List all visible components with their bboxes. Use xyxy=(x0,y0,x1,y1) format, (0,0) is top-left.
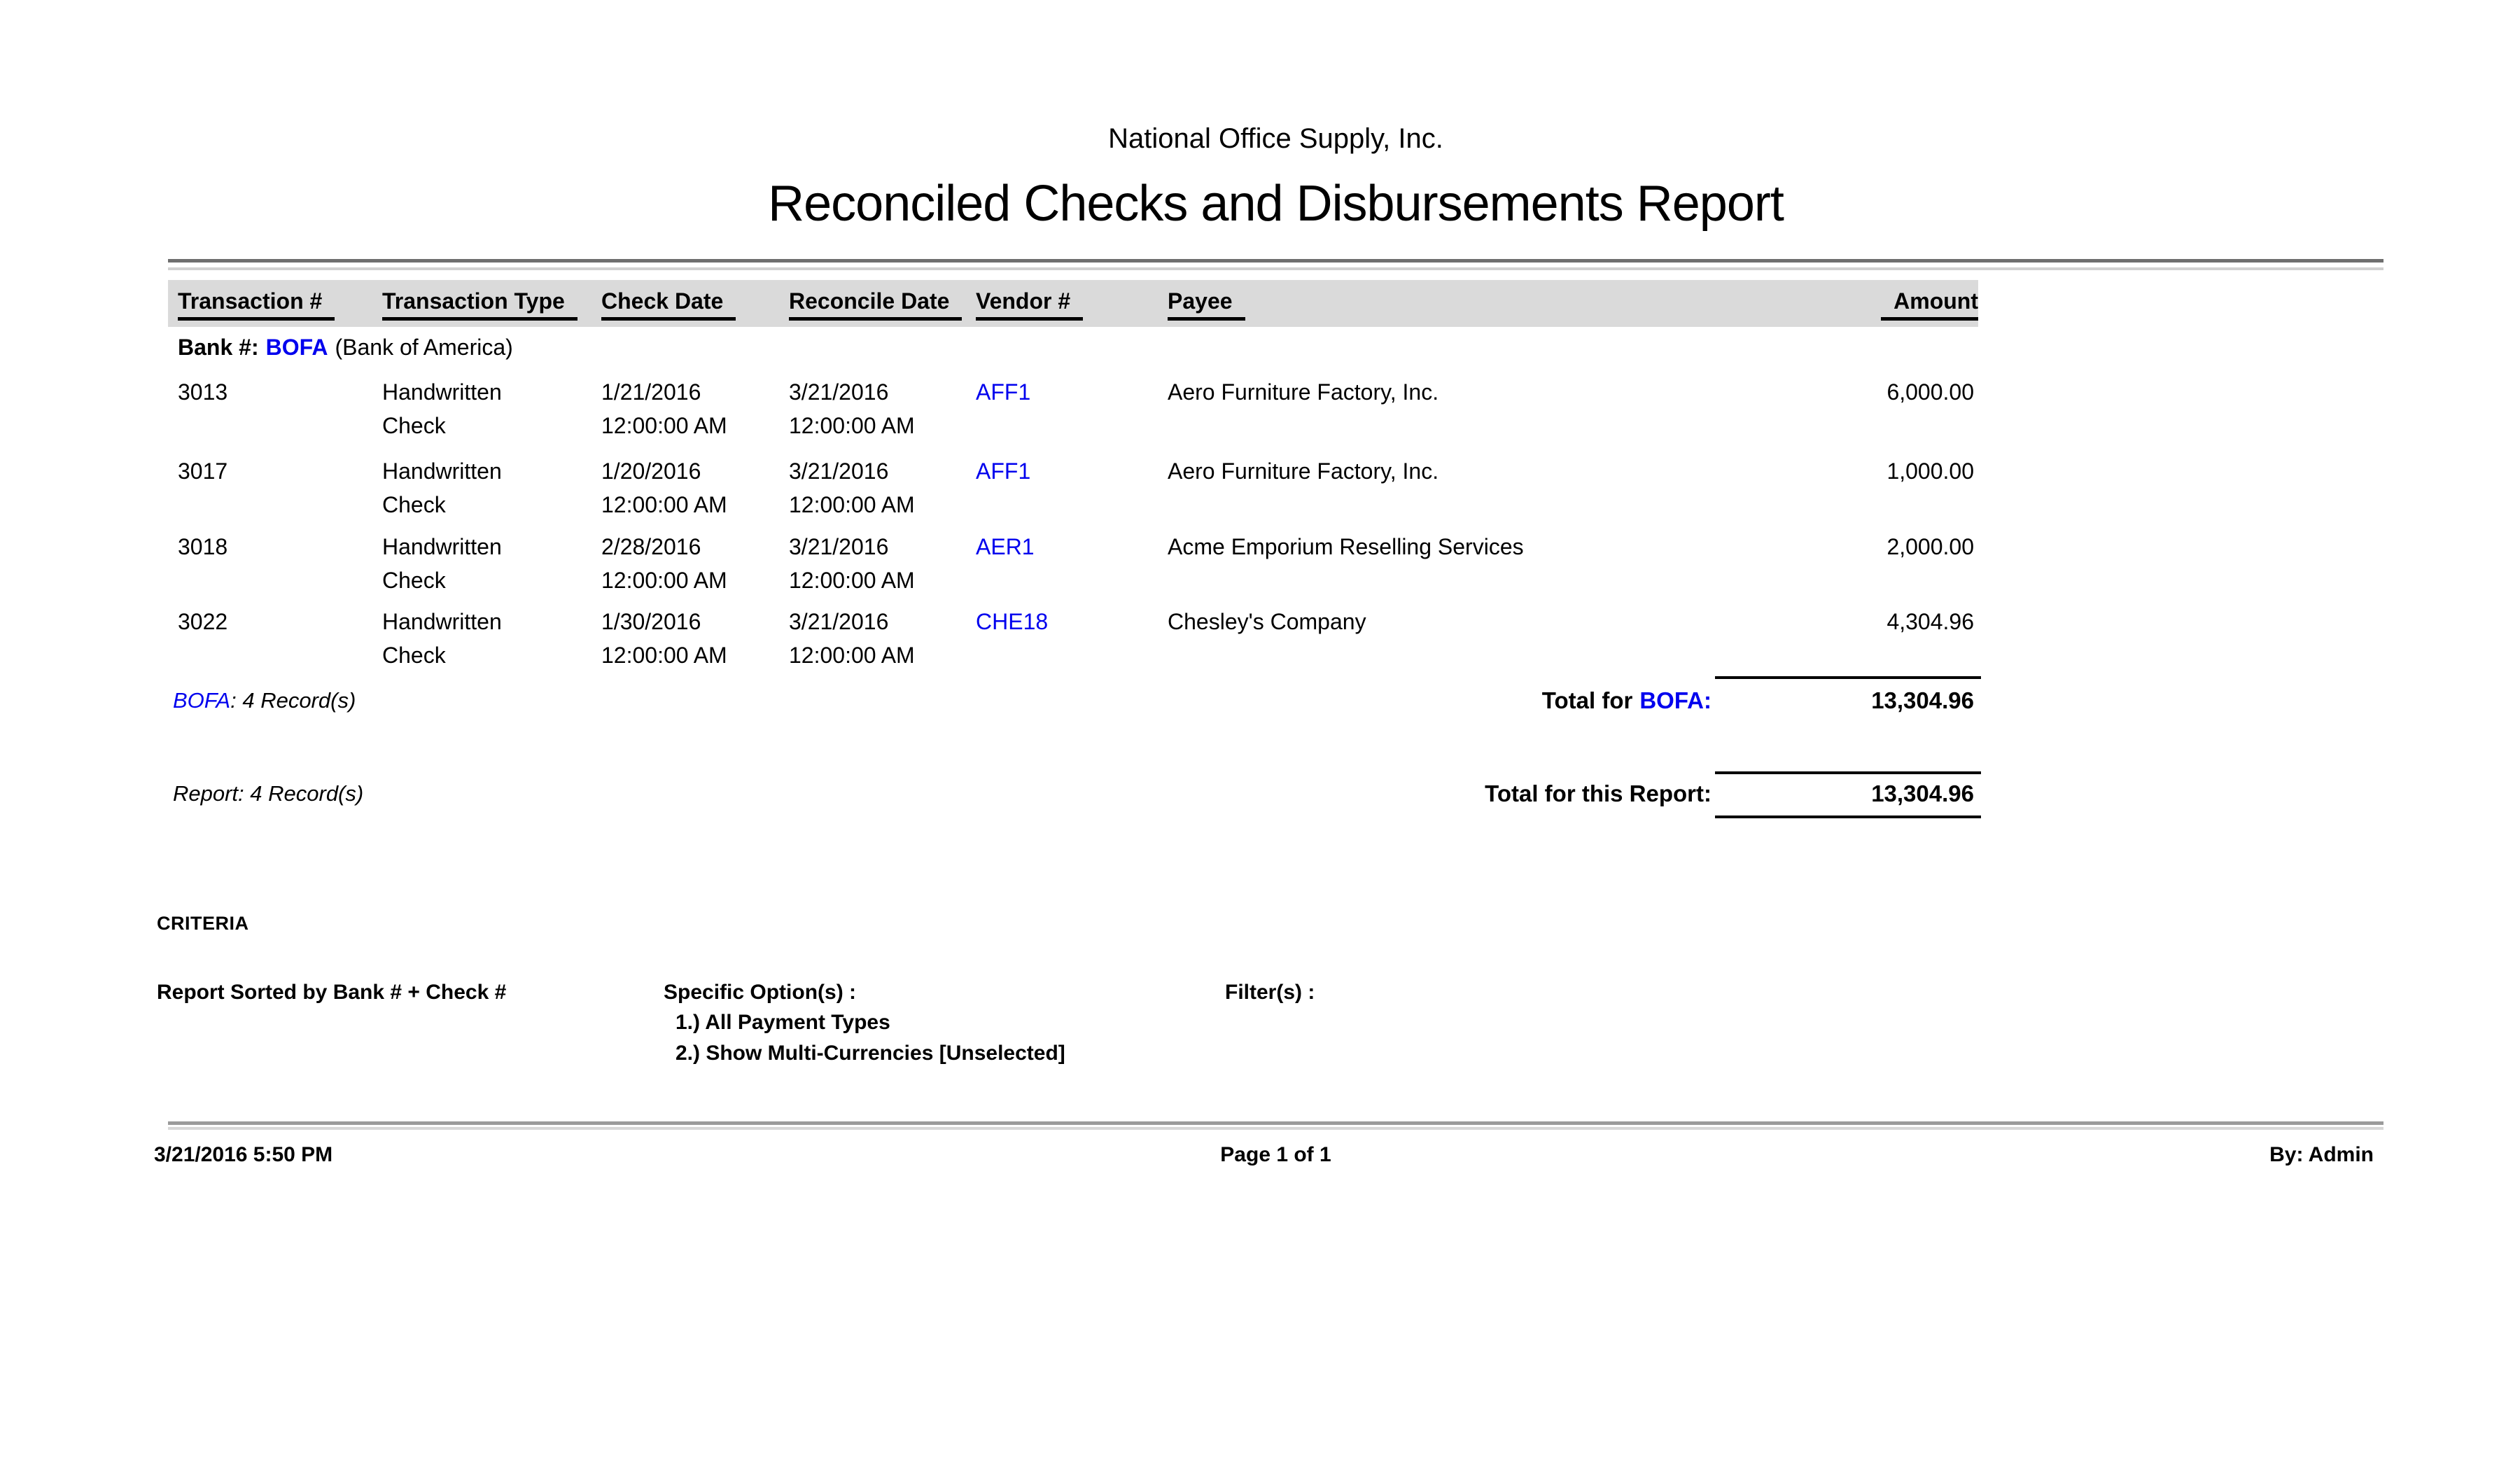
criteria-filters-label: Filter(s) : xyxy=(1225,981,1315,1004)
bank-group-header xyxy=(178,332,513,363)
column-header-transaction-type xyxy=(382,288,578,321)
cell-transaction-type: Handwritten Check xyxy=(382,458,502,517)
cell-transaction-type: Handwritten Check xyxy=(382,609,502,668)
criteria-specific-options-label: Specific Option(s) : xyxy=(664,981,857,1004)
cell-reconcile-date: 3/21/2016 12:00:00 AM xyxy=(789,534,915,593)
cell-vendor-link[interactable]: CHE18 xyxy=(976,609,1049,634)
table-row xyxy=(168,605,2384,672)
footer-page-number: Page 1 of 1 xyxy=(1220,1143,1331,1166)
page-footer xyxy=(154,1143,2384,1171)
column-header-check-date-label: Check Date xyxy=(601,288,736,321)
cell-transaction-number: 3017 xyxy=(178,458,228,484)
bank-code-link[interactable]: BOFA: xyxy=(1639,687,1712,713)
title-rule-light xyxy=(168,267,2384,270)
table-row xyxy=(168,375,2384,442)
cell-check-date: 2/28/2016 12:00:00 AM xyxy=(601,534,727,593)
bank-total-rule xyxy=(1715,676,1981,679)
report-total-rule-top xyxy=(1715,771,1981,774)
cell-check-date: 1/30/2016 12:00:00 AM xyxy=(601,609,727,668)
cell-amount: 1,000.00 xyxy=(1886,458,1974,484)
cell-vendor-link[interactable]: AFF1 xyxy=(976,458,1031,484)
cell-payee: Chesley's Company xyxy=(1168,609,1366,634)
cell-amount: 4,304.96 xyxy=(1886,609,1974,634)
cell-reconcile-date: 3/21/2016 12:00:00 AM xyxy=(789,458,915,517)
criteria-option: 1.) All Payment Types xyxy=(676,1011,890,1034)
table-row xyxy=(168,530,2384,597)
column-header-vendor xyxy=(976,288,1083,321)
cell-transaction-number: 3013 xyxy=(178,379,228,405)
cell-transaction-number: 3022 xyxy=(178,609,228,634)
cell-transaction-type: Handwritten Check xyxy=(382,534,502,593)
column-header-amount xyxy=(1666,288,1978,321)
cell-check-date: 1/21/2016 12:00:00 AM xyxy=(601,379,727,438)
report-total-rule-bottom xyxy=(1715,816,1981,818)
cell-amount: 2,000.00 xyxy=(1886,534,1974,559)
report-record-count: Report: 4 Record(s) xyxy=(173,781,364,806)
column-header-transaction-type-label: Transaction Type xyxy=(382,288,578,321)
column-header-payee-label: Payee xyxy=(1168,288,1245,321)
cell-payee: Aero Furniture Factory, Inc. xyxy=(1168,458,1439,484)
cell-vendor-link[interactable]: AER1 xyxy=(976,534,1035,559)
cell-reconcile-date: 3/21/2016 12:00:00 AM xyxy=(789,609,915,668)
column-header-transaction-number-label: Transaction # xyxy=(178,288,335,321)
footer-user: By: Admin xyxy=(2269,1143,2374,1166)
footer-datetime: 3/21/2016 5:50 PM xyxy=(154,1143,333,1166)
cell-payee: Acme Emporium Reselling Services xyxy=(1168,534,1524,559)
column-header-payee xyxy=(1168,288,1245,321)
criteria-option: 2.) Show Multi-Currencies [Unselected] xyxy=(676,1042,1065,1065)
cell-transaction-type: Handwritten Check xyxy=(382,379,502,438)
column-header-check-date xyxy=(601,288,736,321)
cell-check-date: 1/20/2016 12:00:00 AM xyxy=(601,458,727,517)
cell-vendor-link[interactable]: AFF1 xyxy=(976,379,1031,405)
report-total-label: Total for this Report: xyxy=(1485,780,1712,806)
table-row xyxy=(168,454,2384,522)
bank-name: (Bank of America) xyxy=(335,335,513,360)
cell-payee: Aero Furniture Factory, Inc. xyxy=(1168,379,1439,405)
report-page xyxy=(154,0,2384,1470)
criteria-sorted-by: Report Sorted by Bank # + Check # xyxy=(157,981,507,1004)
bank-number-label: Bank #: xyxy=(178,335,259,360)
cell-reconcile-date: 3/21/2016 12:00:00 AM xyxy=(789,379,915,438)
report-total-amount: 13,304.96 xyxy=(1871,780,1974,806)
column-header-vendor-label: Vendor # xyxy=(976,288,1083,321)
company-name: National Office Supply, Inc. xyxy=(1108,123,1443,154)
column-header-reconcile-date-label: Reconcile Date xyxy=(789,288,962,321)
criteria-heading: CRITERIA xyxy=(157,913,249,934)
bank-record-count: BOFA: 4 Record(s) xyxy=(173,688,356,713)
cell-transaction-number: 3018 xyxy=(178,534,228,559)
title-rule-dark xyxy=(168,259,2384,262)
report-title: Reconciled Checks and Disbursements Report xyxy=(768,176,1784,232)
footer-rule-light xyxy=(168,1127,2384,1130)
bank-code-link[interactable]: BOFA xyxy=(173,688,231,713)
table-header-bar xyxy=(168,280,1978,327)
footer-rule-dark xyxy=(168,1121,2384,1125)
column-header-reconcile-date xyxy=(789,288,962,321)
column-header-transaction-number xyxy=(178,288,335,321)
cell-amount: 6,000.00 xyxy=(1886,379,1974,405)
bank-code-link[interactable]: BOFA xyxy=(265,335,328,360)
bank-total-label: Total for BOFA: xyxy=(1541,687,1712,713)
bank-total-amount: 13,304.96 xyxy=(1871,687,1974,713)
column-header-amount-label: Amount xyxy=(1881,288,1978,321)
